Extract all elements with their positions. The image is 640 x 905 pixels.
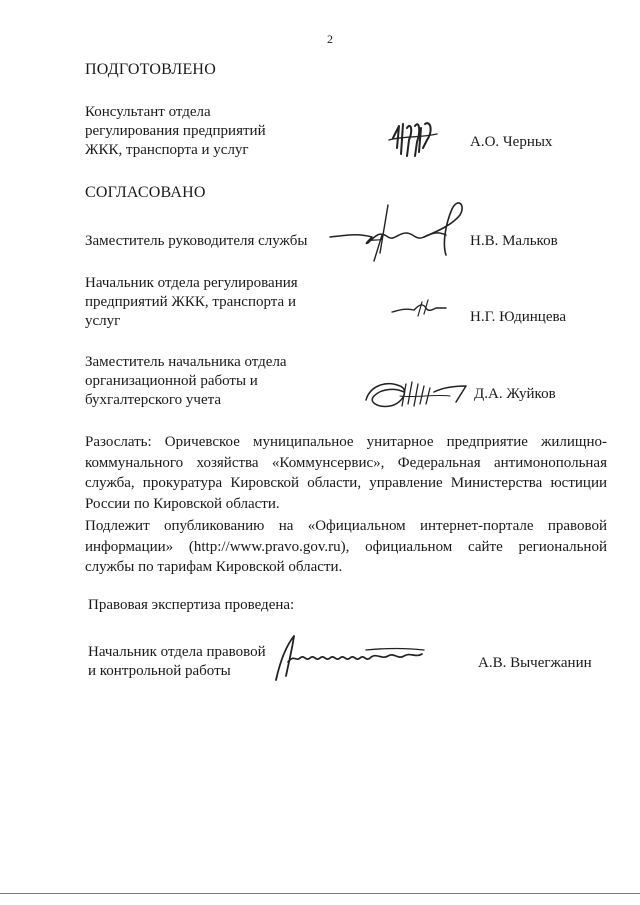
publication-paragraph: Подлежит опубликованию на «Официальном интернет-портале правовой информации» (http://www.pravo.gov.ru), официальном сайте региональной службы по тарифам Кировской области. [85, 518, 607, 575]
agreed-name-3: Д.А. Жуйков [474, 386, 556, 402]
scan-edge-line [0, 893, 640, 894]
agreed-position-line: бухгалтерского учета [85, 392, 222, 408]
page-number: 2 [327, 32, 333, 46]
prepared-position-line: регулирования предприятий [85, 123, 266, 139]
prepared-position-line: Консультант отдела [85, 104, 211, 120]
prepared-position-line: ЖКК, транспорта и услуг [85, 142, 249, 158]
signature-vychegzhanin [266, 632, 436, 684]
signature-malkov [328, 195, 480, 267]
agreed-position-line: организационной работы и [85, 373, 258, 389]
signature-zhuikov [360, 374, 472, 414]
legal-review-statement: Правовая экспертиза проведена: [88, 597, 295, 613]
signature-chernykh [385, 118, 445, 160]
agreed-position-3 [85, 353, 287, 410]
agreed-position-line: Начальник отдела регулирования [85, 275, 298, 291]
agreed-heading: СОГЛАСОВАНО [85, 184, 206, 201]
prepared-heading: ПОДГОТОВЛЕНО [85, 61, 216, 78]
agreed-name-2: Н.Г. Юдинцева [470, 309, 567, 325]
agreed-position-line: предприятий ЖКК, транспорта и [85, 294, 296, 310]
legal-review-name: А.В. Вычегжанин [478, 655, 592, 671]
agreed-position-line: услуг [85, 313, 121, 329]
agreed-position-1: Заместитель руководителя службы [85, 233, 308, 249]
agreed-position-2 [85, 274, 298, 331]
legal-position-line: Начальник отдела правовой [88, 644, 266, 660]
prepared-name: А.О. Черных [470, 134, 553, 150]
legal-position-line: и контрольной работы [88, 663, 231, 679]
agreed-name-1: Н.В. Мальков [470, 233, 558, 249]
distribution-paragraph: Разослать: Оричевское муниципальное унитарное предприятие жилищно-коммунального хозяйства «Коммунсервис», Федеральная антимонопольная служба, прокуратура Кировской области, управление Министерства юстиции России по Кировской области. [85, 434, 607, 512]
legal-review-position [88, 643, 266, 681]
prepared-position [85, 103, 266, 160]
signature-yudintseva [388, 298, 460, 320]
agreed-position-line: Заместитель начальника отдела [85, 354, 287, 370]
